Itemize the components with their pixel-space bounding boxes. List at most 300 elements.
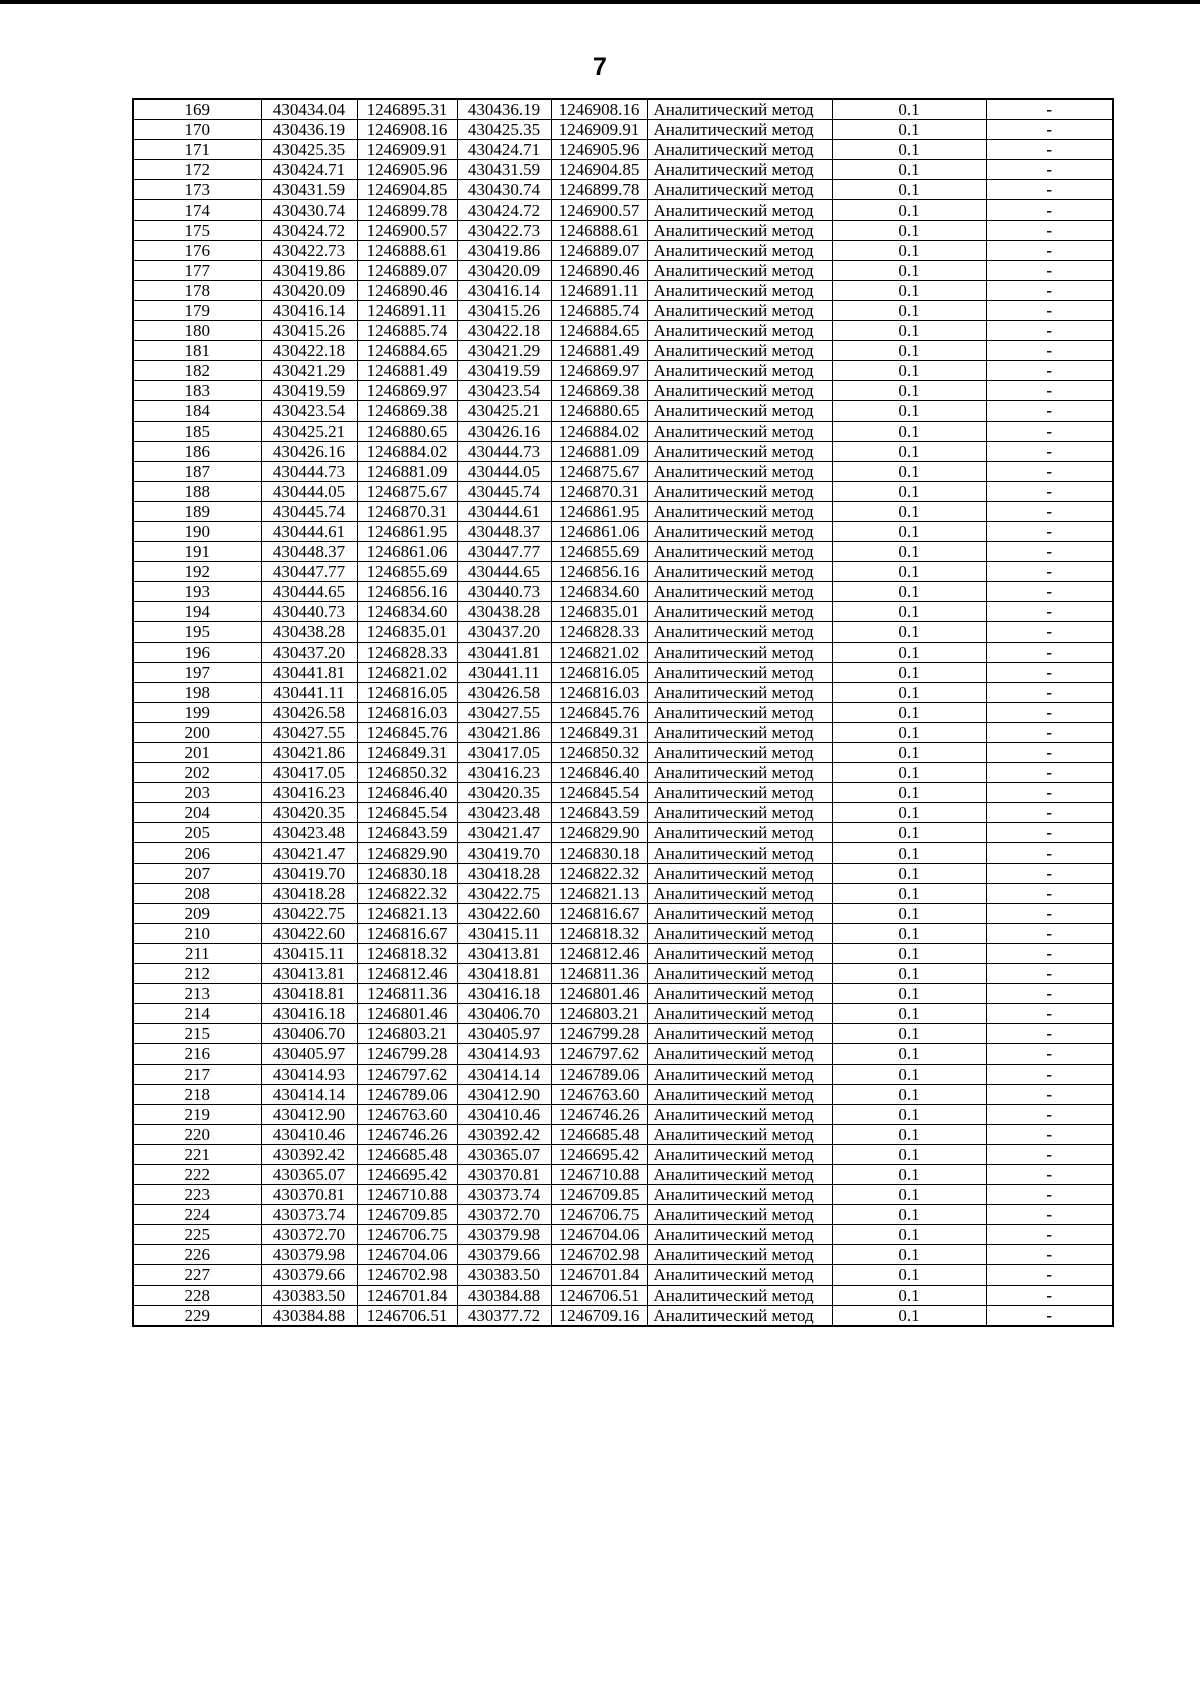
cell-accuracy: 0.1 (832, 521, 986, 541)
cell-x-start: 430425.35 (261, 140, 357, 160)
cell-method: Аналитический метод (647, 1245, 832, 1265)
cell-note: - (986, 843, 1113, 863)
cell-x-end: 430410.46 (457, 1104, 551, 1124)
cell-accuracy: 0.1 (832, 99, 986, 120)
cell-note: - (986, 964, 1113, 984)
cell-x-start: 430418.81 (261, 984, 357, 1004)
cell-note: - (986, 381, 1113, 401)
cell-y-end: 1246828.33 (551, 622, 647, 642)
cell-method: Аналитический метод (647, 943, 832, 963)
cell-point-number: 170 (133, 120, 261, 140)
table-row (133, 421, 1113, 441)
cell-accuracy: 0.1 (832, 1225, 986, 1245)
cell-method: Аналитический метод (647, 99, 832, 120)
cell-note: - (986, 180, 1113, 200)
table-row (133, 220, 1113, 240)
cell-point-number: 229 (133, 1305, 261, 1326)
cell-note: - (986, 120, 1113, 140)
cell-accuracy: 0.1 (832, 1245, 986, 1265)
cell-y-start: 1246801.46 (357, 1004, 457, 1024)
cell-y-start: 1246904.85 (357, 180, 457, 200)
cell-x-start: 430370.81 (261, 1185, 357, 1205)
cell-x-start: 430416.18 (261, 1004, 357, 1024)
cell-y-start: 1246763.60 (357, 1104, 457, 1124)
cell-point-number: 194 (133, 602, 261, 622)
cell-point-number: 200 (133, 722, 261, 742)
cell-x-start: 430422.75 (261, 903, 357, 923)
cell-method: Аналитический метод (647, 1305, 832, 1326)
table-row (133, 1004, 1113, 1024)
table-row (133, 1225, 1113, 1245)
cell-point-number: 214 (133, 1004, 261, 1024)
cell-y-end: 1246850.32 (551, 743, 647, 763)
table-row (133, 481, 1113, 501)
cell-y-start: 1246881.09 (357, 461, 457, 481)
cell-x-start: 430426.58 (261, 702, 357, 722)
cell-point-number: 201 (133, 743, 261, 763)
cell-y-start: 1246888.61 (357, 240, 457, 260)
cell-x-start: 430379.98 (261, 1245, 357, 1265)
cell-x-start: 430431.59 (261, 180, 357, 200)
cell-x-end: 430425.35 (457, 120, 551, 140)
cell-point-number: 195 (133, 622, 261, 642)
cell-point-number: 176 (133, 240, 261, 260)
cell-x-end: 430444.65 (457, 562, 551, 582)
cell-y-end: 1246685.48 (551, 1124, 647, 1144)
cell-x-end: 430420.09 (457, 260, 551, 280)
cell-y-end: 1246849.31 (551, 722, 647, 742)
cell-x-start: 430392.42 (261, 1144, 357, 1164)
cell-method: Аналитический метод (647, 1024, 832, 1044)
cell-x-end: 430444.61 (457, 501, 551, 521)
cell-accuracy: 0.1 (832, 823, 986, 843)
cell-y-start: 1246869.38 (357, 401, 457, 421)
cell-method: Аналитический метод (647, 441, 832, 461)
cell-method: Аналитический метод (647, 300, 832, 320)
cell-method: Аналитический метод (647, 903, 832, 923)
cell-note: - (986, 501, 1113, 521)
cell-note: - (986, 562, 1113, 582)
cell-y-end: 1246821.02 (551, 642, 647, 662)
table-row (133, 521, 1113, 541)
cell-y-start: 1246709.85 (357, 1205, 457, 1225)
table-row (133, 361, 1113, 381)
cell-point-number: 226 (133, 1245, 261, 1265)
cell-x-end: 430419.59 (457, 361, 551, 381)
cell-x-end: 430370.81 (457, 1164, 551, 1184)
cell-y-start: 1246861.95 (357, 521, 457, 541)
cell-point-number: 208 (133, 883, 261, 903)
table-row (133, 1024, 1113, 1044)
cell-y-end: 1246891.11 (551, 280, 647, 300)
cell-x-end: 430422.60 (457, 903, 551, 923)
table-row (133, 702, 1113, 722)
table-row (133, 743, 1113, 763)
cell-x-end: 430419.86 (457, 240, 551, 260)
cell-x-start: 430424.71 (261, 160, 357, 180)
cell-x-start: 430372.70 (261, 1225, 357, 1245)
cell-x-start: 430437.20 (261, 642, 357, 662)
cell-note: - (986, 803, 1113, 823)
cell-y-end: 1246843.59 (551, 803, 647, 823)
cell-y-end: 1246811.36 (551, 964, 647, 984)
table-row (133, 140, 1113, 160)
cell-y-start: 1246706.51 (357, 1305, 457, 1326)
table-row (133, 280, 1113, 300)
cell-method: Аналитический метод (647, 260, 832, 280)
cell-x-start: 430410.46 (261, 1124, 357, 1144)
cell-x-start: 430416.23 (261, 783, 357, 803)
cell-method: Аналитический метод (647, 823, 832, 843)
cell-point-number: 211 (133, 943, 261, 963)
cell-y-end: 1246706.75 (551, 1205, 647, 1225)
cell-y-start: 1246821.13 (357, 903, 457, 923)
cell-y-start: 1246797.62 (357, 1064, 457, 1084)
cell-point-number: 174 (133, 200, 261, 220)
cell-y-end: 1246695.42 (551, 1144, 647, 1164)
page-number: 7 (593, 53, 607, 81)
cell-x-start: 430421.29 (261, 361, 357, 381)
cell-note: - (986, 1124, 1113, 1144)
cell-note: - (986, 823, 1113, 843)
cell-y-end: 1246845.76 (551, 702, 647, 722)
cell-note: - (986, 1144, 1113, 1164)
cell-point-number: 199 (133, 702, 261, 722)
table-row (133, 923, 1113, 943)
cell-point-number: 209 (133, 903, 261, 923)
cell-point-number: 204 (133, 803, 261, 823)
cell-method: Аналитический метод (647, 1205, 832, 1225)
cell-y-end: 1246904.85 (551, 160, 647, 180)
cell-accuracy: 0.1 (832, 542, 986, 562)
cell-x-start: 430427.55 (261, 722, 357, 742)
cell-note: - (986, 401, 1113, 421)
cell-point-number: 224 (133, 1205, 261, 1225)
cell-note: - (986, 1305, 1113, 1326)
cell-y-end: 1246881.09 (551, 441, 647, 461)
cell-x-end: 430420.35 (457, 783, 551, 803)
table-row (133, 501, 1113, 521)
cell-accuracy: 0.1 (832, 321, 986, 341)
cell-x-end: 430365.07 (457, 1144, 551, 1164)
cell-note: - (986, 763, 1113, 783)
table-row (133, 984, 1113, 1004)
cell-method: Аналитический метод (647, 521, 832, 541)
cell-accuracy: 0.1 (832, 1185, 986, 1205)
cell-x-end: 430444.05 (457, 461, 551, 481)
cell-x-start: 430425.21 (261, 421, 357, 441)
cell-accuracy: 0.1 (832, 1104, 986, 1124)
cell-method: Аналитический метод (647, 843, 832, 863)
cell-point-number: 178 (133, 280, 261, 300)
cell-y-end: 1246889.07 (551, 240, 647, 260)
cell-note: - (986, 883, 1113, 903)
cell-point-number: 192 (133, 562, 261, 582)
cell-x-start: 430383.50 (261, 1285, 357, 1305)
cell-y-end: 1246763.60 (551, 1084, 647, 1104)
cell-y-start: 1246811.36 (357, 984, 457, 1004)
cell-accuracy: 0.1 (832, 662, 986, 682)
cell-x-start: 430413.81 (261, 964, 357, 984)
cell-method: Аналитический метод (647, 401, 832, 421)
cell-y-end: 1246909.91 (551, 120, 647, 140)
cell-note: - (986, 1044, 1113, 1064)
cell-accuracy: 0.1 (832, 602, 986, 622)
cell-method: Аналитический метод (647, 662, 832, 682)
cell-point-number: 227 (133, 1265, 261, 1285)
cell-x-end: 430423.48 (457, 803, 551, 823)
cell-x-start: 430415.11 (261, 943, 357, 963)
cell-x-start: 430420.35 (261, 803, 357, 823)
cell-method: Аналитический метод (647, 562, 832, 582)
table-row (133, 863, 1113, 883)
cell-accuracy: 0.1 (832, 883, 986, 903)
cell-x-end: 430383.50 (457, 1265, 551, 1285)
cell-accuracy: 0.1 (832, 642, 986, 662)
table-row (133, 1265, 1113, 1285)
cell-x-start: 430384.88 (261, 1305, 357, 1326)
cell-x-start: 430436.19 (261, 120, 357, 140)
cell-y-start: 1246856.16 (357, 582, 457, 602)
cell-y-end: 1246822.32 (551, 863, 647, 883)
cell-accuracy: 0.1 (832, 240, 986, 260)
cell-note: - (986, 1084, 1113, 1104)
cell-x-start: 430365.07 (261, 1164, 357, 1184)
cell-x-end: 430422.75 (457, 883, 551, 903)
cell-accuracy: 0.1 (832, 964, 986, 984)
cell-note: - (986, 642, 1113, 662)
cell-method: Аналитический метод (647, 200, 832, 220)
cell-x-start: 430414.93 (261, 1064, 357, 1084)
cell-x-start: 430421.47 (261, 843, 357, 863)
cell-method: Аналитический метод (647, 722, 832, 742)
table-row (133, 964, 1113, 984)
cell-x-start: 430441.81 (261, 662, 357, 682)
cell-note: - (986, 1285, 1113, 1305)
cell-point-number: 172 (133, 160, 261, 180)
cell-x-start: 430445.74 (261, 501, 357, 521)
cell-x-end: 430424.71 (457, 140, 551, 160)
cell-x-end: 430417.05 (457, 743, 551, 763)
cell-method: Аналитический метод (647, 803, 832, 823)
cell-x-end: 430384.88 (457, 1285, 551, 1305)
cell-note: - (986, 722, 1113, 742)
cell-y-end: 1246870.31 (551, 481, 647, 501)
table-row (133, 722, 1113, 742)
cell-method: Аналитический метод (647, 1084, 832, 1104)
cell-method: Аналитический метод (647, 1104, 832, 1124)
cell-y-start: 1246746.26 (357, 1124, 457, 1144)
cell-y-end: 1246789.06 (551, 1064, 647, 1084)
cell-note: - (986, 461, 1113, 481)
cell-accuracy: 0.1 (832, 280, 986, 300)
cell-x-end: 430422.18 (457, 321, 551, 341)
cell-y-start: 1246905.96 (357, 160, 457, 180)
table-row (133, 260, 1113, 280)
cell-accuracy: 0.1 (832, 1044, 986, 1064)
cell-accuracy: 0.1 (832, 341, 986, 361)
cell-note: - (986, 99, 1113, 120)
cell-method: Аналитический метод (647, 341, 832, 361)
cell-y-end: 1246856.16 (551, 562, 647, 582)
cell-x-start: 430430.74 (261, 200, 357, 220)
cell-point-number: 221 (133, 1144, 261, 1164)
cell-y-start: 1246884.65 (357, 341, 457, 361)
cell-point-number: 197 (133, 662, 261, 682)
cell-method: Аналитический метод (647, 1265, 832, 1285)
cell-note: - (986, 1245, 1113, 1265)
cell-y-end: 1246890.46 (551, 260, 647, 280)
cell-y-start: 1246884.02 (357, 441, 457, 461)
cell-note: - (986, 602, 1113, 622)
cell-y-end: 1246821.13 (551, 883, 647, 903)
cell-point-number: 188 (133, 481, 261, 501)
cell-method: Аналитический метод (647, 602, 832, 622)
cell-x-end: 430447.77 (457, 542, 551, 562)
table-row (133, 1164, 1113, 1184)
cell-y-end: 1246869.38 (551, 381, 647, 401)
table-row (133, 823, 1113, 843)
cell-x-end: 430418.81 (457, 964, 551, 984)
cell-point-number: 185 (133, 421, 261, 441)
cell-accuracy: 0.1 (832, 722, 986, 742)
cell-point-number: 207 (133, 863, 261, 883)
cell-y-start: 1246845.76 (357, 722, 457, 742)
cell-method: Аналитический метод (647, 863, 832, 883)
cell-y-start: 1246822.32 (357, 883, 457, 903)
cell-note: - (986, 361, 1113, 381)
cell-method: Аналитический метод (647, 702, 832, 722)
cell-method: Аналитический метод (647, 682, 832, 702)
cell-x-end: 430379.98 (457, 1225, 551, 1245)
cell-note: - (986, 280, 1113, 300)
cell-y-end: 1246869.97 (551, 361, 647, 381)
cell-accuracy: 0.1 (832, 381, 986, 401)
cell-y-end: 1246835.01 (551, 602, 647, 622)
cell-note: - (986, 1205, 1113, 1225)
cell-y-end: 1246885.74 (551, 300, 647, 320)
cell-accuracy: 0.1 (832, 481, 986, 501)
cell-x-end: 430448.37 (457, 521, 551, 541)
cell-method: Аналитический метод (647, 461, 832, 481)
cell-x-start: 430423.54 (261, 401, 357, 421)
cell-accuracy: 0.1 (832, 200, 986, 220)
cell-note: - (986, 702, 1113, 722)
cell-method: Аналитический метод (647, 783, 832, 803)
cell-method: Аналитический метод (647, 321, 832, 341)
cell-note: - (986, 200, 1113, 220)
cell-x-end: 430423.54 (457, 381, 551, 401)
cell-x-start: 430423.48 (261, 823, 357, 843)
cell-note: - (986, 923, 1113, 943)
cell-y-end: 1246830.18 (551, 843, 647, 863)
cell-x-start: 430424.72 (261, 220, 357, 240)
table-row (133, 160, 1113, 180)
cell-x-start: 430422.73 (261, 240, 357, 260)
cell-x-end: 430436.19 (457, 99, 551, 120)
cell-y-start: 1246870.31 (357, 501, 457, 521)
cell-x-start: 430422.18 (261, 341, 357, 361)
cell-point-number: 171 (133, 140, 261, 160)
cell-y-start: 1246685.48 (357, 1144, 457, 1164)
cell-x-start: 430419.86 (261, 260, 357, 280)
cell-y-end: 1246706.51 (551, 1285, 647, 1305)
cell-note: - (986, 1185, 1113, 1205)
cell-note: - (986, 160, 1113, 180)
cell-x-start: 430426.16 (261, 441, 357, 461)
cell-point-number: 217 (133, 1064, 261, 1084)
table-row (133, 120, 1113, 140)
cell-y-start: 1246830.18 (357, 863, 457, 883)
cell-note: - (986, 682, 1113, 702)
cell-method: Аналитический метод (647, 1064, 832, 1084)
cell-note: - (986, 1225, 1113, 1245)
cell-x-end: 430426.58 (457, 682, 551, 702)
table-row (133, 582, 1113, 602)
cell-y-end: 1246834.60 (551, 582, 647, 602)
cell-x-end: 430430.74 (457, 180, 551, 200)
table-row (133, 341, 1113, 361)
cell-method: Аналитический метод (647, 1185, 832, 1205)
cell-point-number: 177 (133, 260, 261, 280)
table-row (133, 381, 1113, 401)
cell-method: Аналитический метод (647, 1004, 832, 1024)
table-row (133, 763, 1113, 783)
cell-accuracy: 0.1 (832, 1205, 986, 1225)
cell-method: Аналитический метод (647, 361, 832, 381)
cell-y-end: 1246905.96 (551, 140, 647, 160)
cell-y-end: 1246884.65 (551, 321, 647, 341)
cell-point-number: 213 (133, 984, 261, 1004)
cell-method: Аналитический метод (647, 180, 832, 200)
cell-y-end: 1246746.26 (551, 1104, 647, 1124)
cell-point-number: 212 (133, 964, 261, 984)
cell-accuracy: 0.1 (832, 582, 986, 602)
cell-y-end: 1246880.65 (551, 401, 647, 421)
cell-y-end: 1246704.06 (551, 1225, 647, 1245)
cell-accuracy: 0.1 (832, 180, 986, 200)
cell-method: Аналитический метод (647, 120, 832, 140)
table-row (133, 1185, 1113, 1205)
cell-accuracy: 0.1 (832, 903, 986, 923)
cell-point-number: 186 (133, 441, 261, 461)
cell-method: Аналитический метод (647, 763, 832, 783)
cell-accuracy: 0.1 (832, 803, 986, 823)
cell-y-end: 1246803.21 (551, 1004, 647, 1024)
cell-method: Аналитический метод (647, 501, 832, 521)
cell-accuracy: 0.1 (832, 300, 986, 320)
cell-accuracy: 0.1 (832, 863, 986, 883)
cell-y-start: 1246695.42 (357, 1164, 457, 1184)
cell-y-start: 1246875.67 (357, 481, 457, 501)
cell-point-number: 169 (133, 99, 261, 120)
cell-method: Аналитический метод (647, 1144, 832, 1164)
cell-method: Аналитический метод (647, 160, 832, 180)
cell-accuracy: 0.1 (832, 140, 986, 160)
table-row (133, 562, 1113, 582)
cell-accuracy: 0.1 (832, 1144, 986, 1164)
cell-x-end: 430437.20 (457, 622, 551, 642)
cell-x-end: 430441.81 (457, 642, 551, 662)
cell-note: - (986, 140, 1113, 160)
cell-point-number: 175 (133, 220, 261, 240)
cell-accuracy: 0.1 (832, 361, 986, 381)
cell-accuracy: 0.1 (832, 562, 986, 582)
cell-y-start: 1246789.06 (357, 1084, 457, 1104)
cell-x-end: 430426.16 (457, 421, 551, 441)
cell-point-number: 183 (133, 381, 261, 401)
coordinates-table (132, 98, 1114, 1327)
